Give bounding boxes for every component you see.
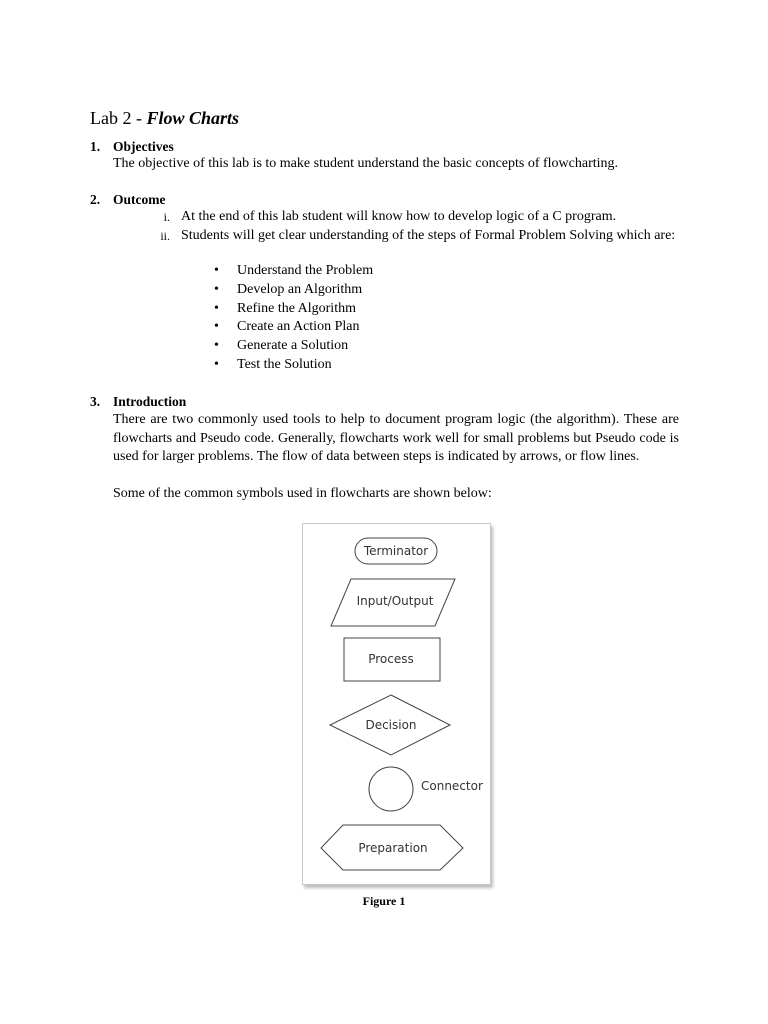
outcome-item-2: Students will get clear understanding of the steps of Formal Problem Solving which are: — [181, 228, 676, 243]
decision-label: Decision — [365, 718, 417, 732]
introduction-paragraph: There are two commonly used tools to help to document program logic (the algorithm). These are flowcharts and Pseudo code. Generally, flowcharts work well for small problems but Pseudo code is used for larger problems. The flow of data between steps is indicated by arrows, or flow lines. — [113, 412, 679, 465]
list-item: • Create an Action Plan — [213, 318, 373, 337]
preparation-label: Preparation — [358, 841, 428, 855]
section-title: Introduction — [113, 394, 187, 409]
section-number: 2. — [90, 192, 101, 207]
section-outcome-heading — [90, 192, 165, 208]
flowchart-symbols-drawing — [303, 524, 490, 884]
flowchart-symbols-figure — [302, 523, 491, 885]
list-item: • Refine the Algorithm — [213, 300, 373, 319]
section-number: 1. — [90, 139, 101, 154]
title-main: Lab 2 - — [90, 108, 147, 128]
bullet-icon: • — [214, 300, 219, 316]
figure-caption: Figure 1 — [362, 894, 406, 908]
objectives-text: The objective of this lab is to make student understand the basic concepts of flowcharting. — [113, 156, 619, 171]
bullet-icon: • — [214, 338, 219, 354]
bullet-icon: • — [214, 281, 219, 297]
list-item: • Generate a Solution — [213, 337, 373, 356]
page-title — [90, 108, 239, 129]
title-subtitle: Flow Charts — [146, 108, 240, 128]
problem-solving-steps-list — [213, 262, 373, 375]
bullet-icon: • — [214, 319, 219, 335]
terminator-label: Terminator — [363, 544, 429, 558]
process-label: Process — [368, 652, 414, 666]
list-item: • Develop an Algorithm — [213, 281, 373, 300]
input-output-label: Input/Output — [356, 594, 434, 608]
connector-shape — [369, 767, 413, 811]
bullet-icon: • — [214, 356, 219, 372]
section-introduction-heading — [90, 394, 186, 410]
list-item: • Understand the Problem — [213, 262, 373, 281]
bullet-icon: • — [214, 263, 219, 278]
section-title: Objectives — [113, 139, 174, 154]
section-title: Outcome — [113, 192, 166, 207]
section-objectives-heading — [90, 139, 174, 155]
connector-label: Connector — [421, 779, 483, 793]
outcome-item-1: At the end of this lab student will know how to develop logic of a C program. — [181, 209, 617, 224]
list-marker-i: i. — [163, 210, 170, 224]
list-marker-ii: ii. — [160, 229, 170, 243]
section-number: 3. — [90, 394, 101, 409]
list-item: • Test the Solution — [213, 356, 373, 375]
introduction-figure-lead: Some of the common symbols used in flowcharts are shown below: — [113, 486, 492, 501]
